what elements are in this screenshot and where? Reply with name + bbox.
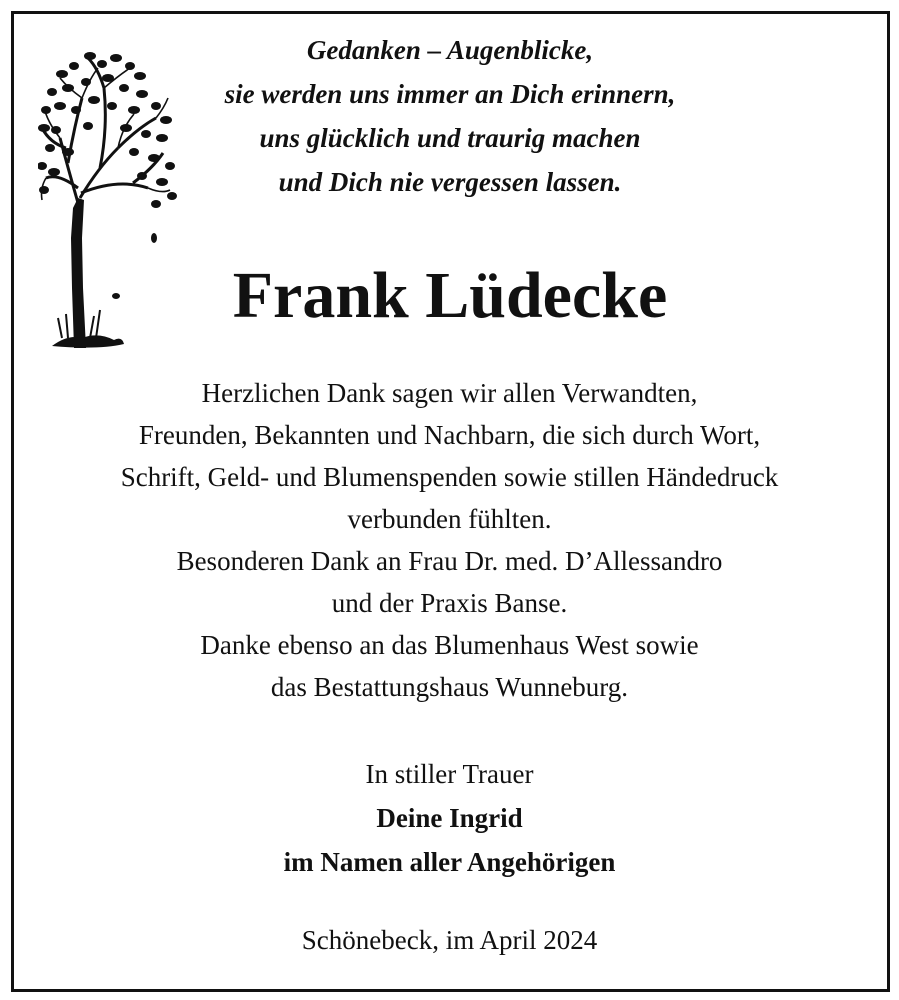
thanks-line: Schrift, Geld- und Blumenspenden sowie stillen Händedruck <box>120 462 779 492</box>
place-date: Schönebeck, im April 2024 <box>301 925 598 955</box>
thanks-line: und der Praxis Banse. <box>331 588 568 618</box>
thanks-text <box>20 372 879 708</box>
signature-from: Deine Ingrid <box>376 803 523 833</box>
deceased-name: Frank Lüdecke <box>232 259 668 332</box>
verse-line: und Dich nie vergessen lassen. <box>278 167 622 197</box>
verse-line: Gedanken – Augenblicke, <box>306 35 594 65</box>
thanks-line: Freunden, Bekannten und Nachbarn, die sich durch Wort, <box>138 420 761 450</box>
thanks-line: Herzlichen Dank sagen wir allen Verwandten, <box>201 378 698 408</box>
signature-block <box>20 752 879 884</box>
signature-intro: In stiller Trauer <box>365 759 534 789</box>
thanks-line: Danke ebenso an das Blumenhaus West sowie <box>200 630 699 660</box>
memorial-verse <box>150 28 750 204</box>
verse-line: sie werden uns immer an Dich erinnern, <box>224 79 676 109</box>
signature-on-behalf: im Namen aller Angehörigen <box>283 847 616 877</box>
thanks-line: das Bestattungshaus Wunneburg. <box>270 672 629 702</box>
verse-line: uns glücklich und traurig machen <box>259 123 641 153</box>
thanks-line: Besonderen Dank an Frau Dr. med. D’Allessandro <box>176 546 723 576</box>
thanks-line: verbunden fühlten. <box>347 504 552 534</box>
